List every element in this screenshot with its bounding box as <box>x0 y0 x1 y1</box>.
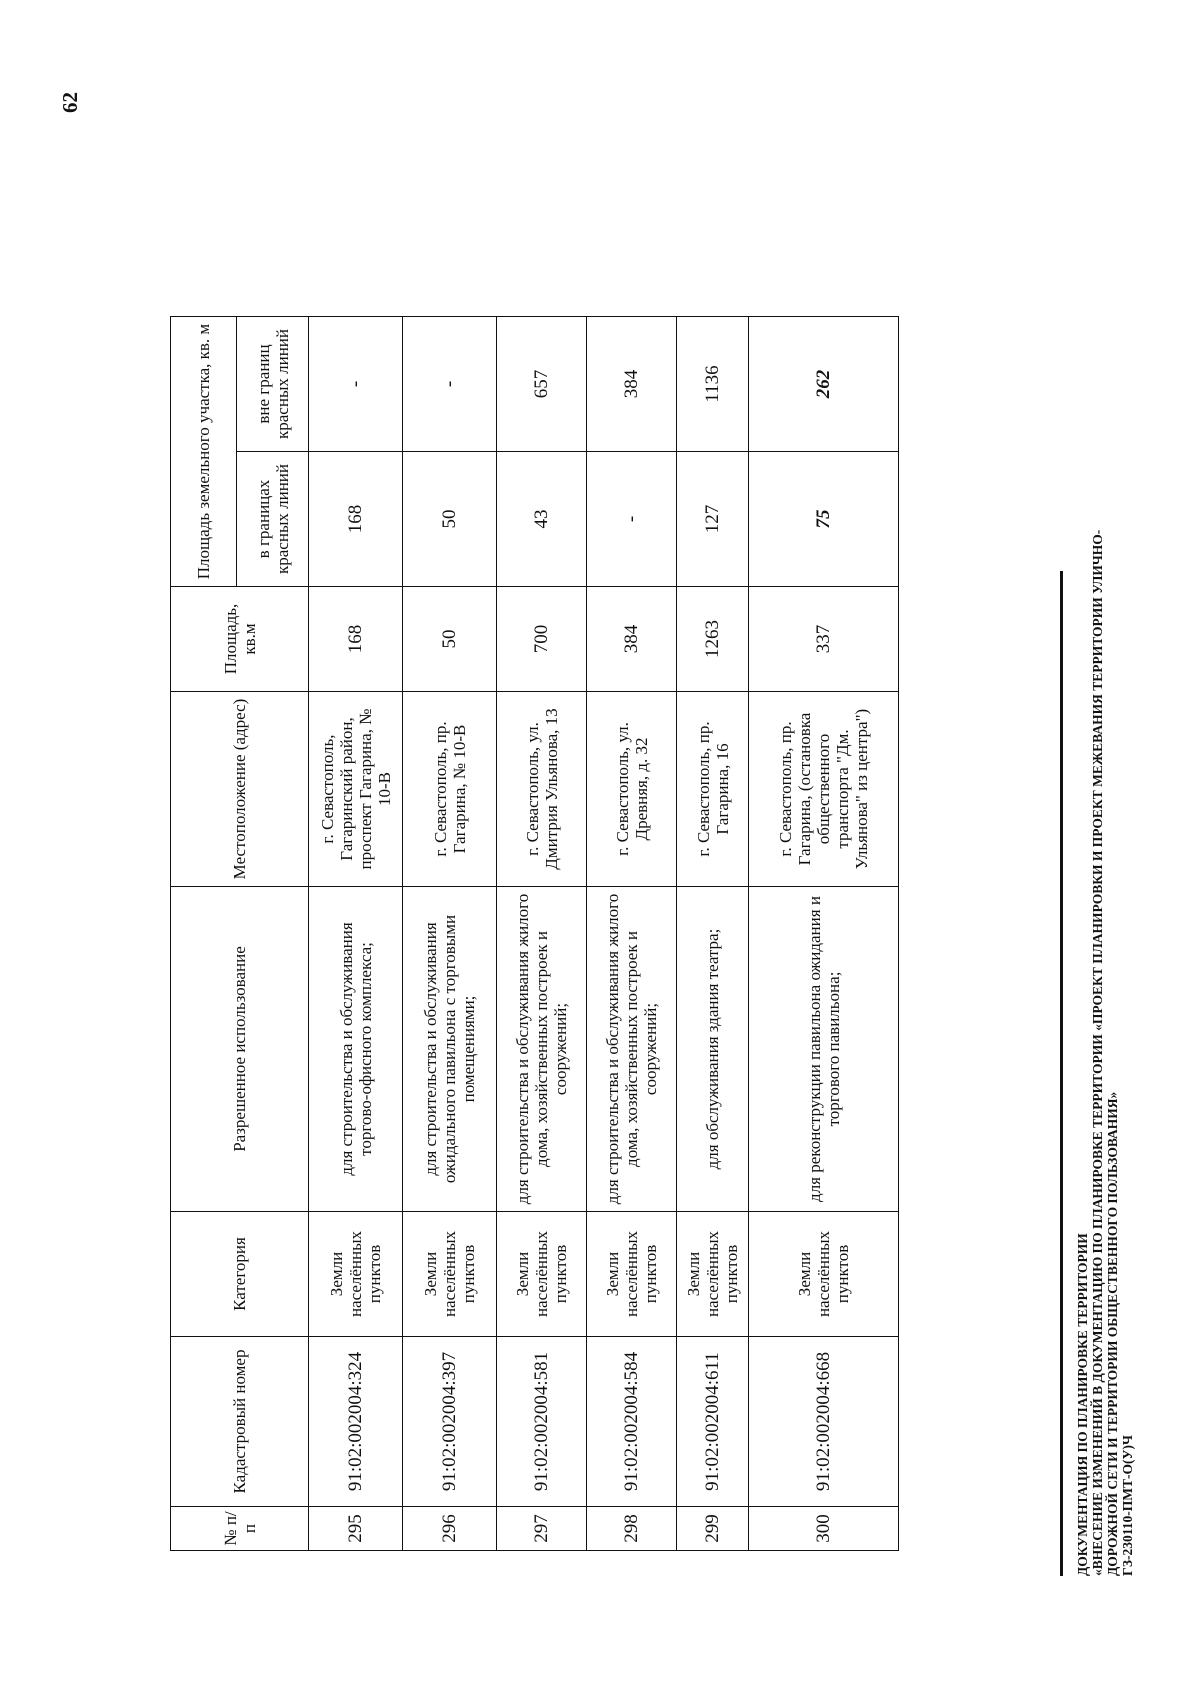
cell-num: 295 <box>309 1507 403 1551</box>
cell-area: 700 <box>497 587 587 692</box>
header-line: ДОКУМЕНТАЦИЯ ПО ПЛАНИРОВКЕ ТЕРРИТОРИИ <box>1075 1233 1090 1576</box>
cell-use: для обслуживания здания театра; <box>677 887 749 1212</box>
cell-cadastral: 91:02:002004:324 <box>309 1337 403 1507</box>
document-header <box>1075 476 1135 1576</box>
cell-use: для строительства и обслуживания торгово-офисного комплекса; <box>309 887 403 1212</box>
cell-area: 1263 <box>677 587 749 692</box>
cell-location: г. Севастополь, пр. Гагарина, (остановка общественного транспорта "Дм. Ульянова" из центра") <box>749 692 899 887</box>
header-num: № п/п <box>171 1507 309 1551</box>
cell-num: 297 <box>497 1507 587 1551</box>
header-line: «ВНЕСЕНИЕ ИЗМЕНЕНИЙ В ДОКУМЕНТАЦИЮ ПО ПЛАНИРОВКЕ ТЕРРИТОРИИ «ПРОЕКТ ПЛАНИРОВКИ И ПРОЕКТ МЕЖЕВАНИЯ ТЕРРИТОРИИ УЛИЧНО- <box>1090 529 1105 1576</box>
cell-category: Земли населённых пунктов <box>587 1212 677 1337</box>
cell-location: г. Севастополь, пр. Гагарина, № 10-В <box>403 692 497 887</box>
cell-num: 300 <box>749 1507 899 1551</box>
header-line: ДОРОЖНОЙ СЕТИ И ТЕРРИТОРИИ ОБЩЕСТВЕННОГО ПОЛЬЗОВАНИЯ» <box>1105 1091 1120 1576</box>
cell-cadastral: 91:02:002004:581 <box>497 1337 587 1507</box>
header-cadastral: Кадастровый номер <box>171 1337 309 1507</box>
cell-category: Земли населённых пунктов <box>403 1212 497 1337</box>
cell-num: 299 <box>677 1507 749 1551</box>
cell-inside: 127 <box>677 452 749 587</box>
header-area: Площадь, кв.м <box>171 587 309 692</box>
header-use: Разрешенное использование <box>171 887 309 1212</box>
cell-cadastral: 91:02:002004:397 <box>403 1337 497 1507</box>
cell-inside: 43 <box>497 452 587 587</box>
land-plots-table <box>170 316 899 1551</box>
cell-category: Земли населённых пунктов <box>497 1212 587 1337</box>
header-line: ГЗ-230110-ПМТ-О(У)Ч <box>1120 1435 1135 1576</box>
cell-use: для строительства и обслуживания жилого дома, хозяйственных построек и сооружений; <box>587 887 677 1212</box>
cell-use: для строительства и обслуживания жилого дома, хозяйственных построек и сооружений; <box>497 887 587 1212</box>
cell-location: г. Севастополь, ул. Дмитрия Ульянова, 13 <box>497 692 587 887</box>
cell-area: 50 <box>403 587 497 692</box>
cell-inside: 168 <box>309 452 403 587</box>
table-row <box>497 317 587 1551</box>
table-row <box>749 317 899 1551</box>
cell-num: 296 <box>403 1507 497 1551</box>
cell-inside: - <box>587 452 677 587</box>
cell-category: Земли населённых пунктов <box>309 1212 403 1337</box>
header-inside: в границах красных линий <box>237 452 309 587</box>
cell-inside: 75 <box>749 452 899 587</box>
cell-cadastral: 91:02:002004:668 <box>749 1337 899 1507</box>
table-row <box>587 317 677 1551</box>
cell-outside: - <box>309 317 403 452</box>
cell-outside: 262 <box>749 317 899 452</box>
header-rule <box>1060 571 1063 1576</box>
cell-outside: 657 <box>497 317 587 452</box>
table-row <box>677 317 749 1551</box>
cell-location: г. Севастополь, Гагаринский район, проспект Гагарина, № 10-В <box>309 692 403 887</box>
cell-category: Земли населённых пунктов <box>677 1212 749 1337</box>
cell-use: для реконструкции павильона ожидания и торгового павильона; <box>749 887 899 1212</box>
header-category: Категория <box>171 1212 309 1337</box>
table-row <box>403 317 497 1551</box>
cell-area: 337 <box>749 587 899 692</box>
cell-location: г. Севастополь, ул. Древняя, д. 32 <box>587 692 677 887</box>
cell-inside: 50 <box>403 452 497 587</box>
cell-cadastral: 91:02:002004:584 <box>587 1337 677 1507</box>
header-location: Местоположение (адрес) <box>171 692 309 887</box>
cell-location: г. Севастополь, пр. Гагарина, 16 <box>677 692 749 887</box>
cell-category: Земли населённых пунктов <box>749 1212 899 1337</box>
cell-area: 384 <box>587 587 677 692</box>
cell-area: 168 <box>309 587 403 692</box>
cell-outside: 1136 <box>677 317 749 452</box>
cell-num: 298 <box>587 1507 677 1551</box>
cell-use: для строительства и обслуживания ожидального павильона с торговыми помещениями; <box>403 887 497 1212</box>
table-row <box>309 317 403 1551</box>
header-plot-area: Площадь земельного участка, кв. м <box>171 317 237 587</box>
cell-outside: 384 <box>587 317 677 452</box>
cell-outside: - <box>403 317 497 452</box>
page-number: 62 <box>58 92 82 113</box>
cell-cadastral: 91:02:002004:611 <box>677 1337 749 1507</box>
header-outside: вне границ красных линий <box>237 317 309 452</box>
